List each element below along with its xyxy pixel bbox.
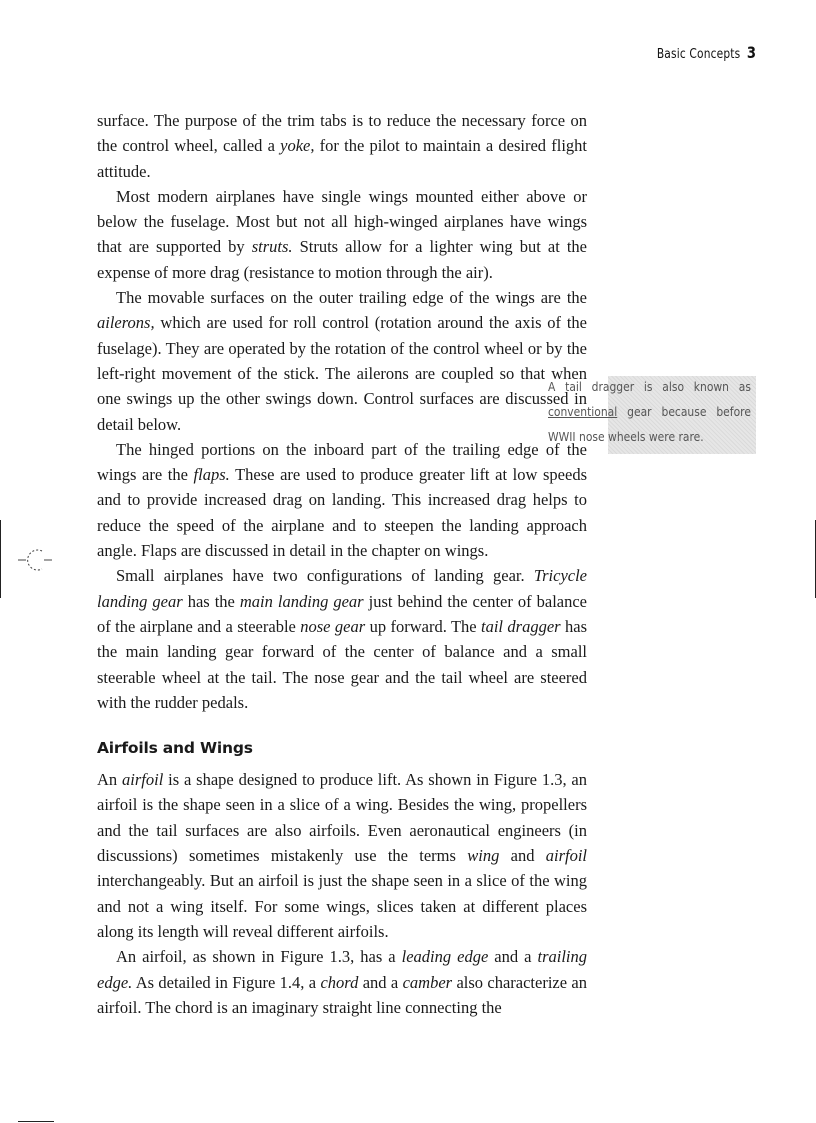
- term-main-landing-gear: main landing gear: [239, 591, 364, 611]
- registration-mark-icon: [16, 548, 56, 572]
- text-run: interchangeably. But an airfoil is just the shape seen in a slice of the wing and not a wing itself. For some wings, slices taken at different places along its length will reveal different airfoils.: [97, 871, 587, 941]
- margin-note: [548, 374, 756, 454]
- term-airfoil: airfoil: [122, 770, 164, 790]
- paragraph-2: [97, 184, 587, 285]
- term-airfoil: airfoil: [545, 846, 588, 866]
- text-run: Struts allow for a lighter wing but at the expense of more drag (resistance to motion through the air).: [97, 237, 587, 282]
- term-ailerons: ailerons,: [97, 313, 155, 333]
- paragraph-7: [97, 944, 587, 1020]
- term-flaps: flaps.: [193, 465, 230, 485]
- term-yoke: yoke,: [280, 136, 315, 156]
- paragraph-3: [97, 285, 587, 437]
- margin-note-text: [548, 374, 751, 449]
- text-run: The movable surfaces on the outer trailing edge of the wings are the: [116, 288, 587, 308]
- term-camber: camber: [402, 972, 453, 992]
- body-text: [97, 108, 587, 1020]
- text-run: is a shape designed to produce lift. As shown in Figure 1.3, an airfoil is the shape seen in a slice of a wing. Besides the wing, propellers and the tail surfaces are also airfoils. Even aeronautical engineers (in discussions) sometimes mistakenly use the terms: [97, 770, 588, 866]
- paragraph-5: [97, 563, 587, 715]
- text-run: The hinged portions on the inboard part of the trailing edge of the wings are the: [97, 439, 587, 485]
- text-run: Most modern airplanes have single wings mounted either above or below the fuselage. Most but not all high-winged airplanes have wings that are supported by: [97, 186, 587, 257]
- text-run: and a: [488, 947, 538, 967]
- term-trailing-edge: trailing edge.: [97, 947, 588, 992]
- crop-mark-left: [0, 520, 1, 598]
- margin-note-term: conventional: [548, 404, 618, 419]
- crop-mark-bottom: [18, 1121, 54, 1122]
- page-number: 3: [746, 43, 756, 62]
- term-tricycle-landing-gear: Tricycle landing gear: [97, 566, 587, 611]
- margin-note-lead: A tail dragger is also known as: [548, 379, 751, 394]
- text-run: for the pilot to maintain a desired flight attitude.: [97, 136, 587, 181]
- section-heading: Airfoils and Wings: [97, 739, 253, 758]
- term-wing: wing: [467, 846, 500, 866]
- text-run: Small airplanes have two configurations of landing gear.: [116, 566, 534, 586]
- text-run: An: [97, 770, 123, 790]
- paragraph-4: [97, 437, 587, 563]
- text-run: just behind the center of balance of the airplane and a steerable: [97, 591, 588, 636]
- text-run: also characterize an airfoil. The chord is an imaginary straight line connecting the: [97, 972, 588, 1017]
- term-struts: struts.: [251, 237, 293, 257]
- paragraph-1: [97, 108, 587, 184]
- text-run: These are used to produce greater lift at low speeds and to provide increased drag on landing. This increased drag helps to reduce the speed of the airplane and to steepen the landing approach angle. Flaps are discussed in detail in the chapter on wings.: [97, 465, 587, 561]
- term-tail-dragger: tail dragger: [481, 616, 561, 636]
- running-head: [657, 43, 756, 62]
- text-run: and a: [358, 972, 403, 992]
- term-chord: chord: [320, 972, 359, 992]
- text-run: up forward. The: [365, 616, 482, 636]
- term-nose-gear: nose gear: [300, 616, 366, 636]
- term-leading-edge: leading edge: [401, 947, 489, 967]
- text-run: has the main landing gear forward of the center of balance and a small steerable wheel at the tail. The nose gear and the tail wheel are steered with the rudder pedals.: [97, 616, 587, 712]
- text-run: An airfoil, as shown in Figure 1.3, has a: [116, 947, 402, 967]
- running-head-title: Basic Concepts: [656, 47, 741, 62]
- text-run: has the: [182, 591, 240, 611]
- text-run: and: [499, 846, 546, 866]
- margin-note-tail: gear because before WWII nose wheels were rare.: [548, 404, 751, 444]
- text-run: As detailed in Figure 1.4, a: [132, 972, 321, 992]
- text-run: which are used for roll control (rotation around the axis of the fuselage). They are operated by the rotation of the control wheel or by the left-right movement of the stick. The ailerons are coupled so that when one swings up the other swings down. Control surfaces are discussed in detail below.: [97, 313, 587, 434]
- text-run: surface. The purpose of the trim tabs is to reduce the necessary force on the control wheel, called a: [97, 111, 587, 156]
- paragraph-6: [97, 767, 587, 944]
